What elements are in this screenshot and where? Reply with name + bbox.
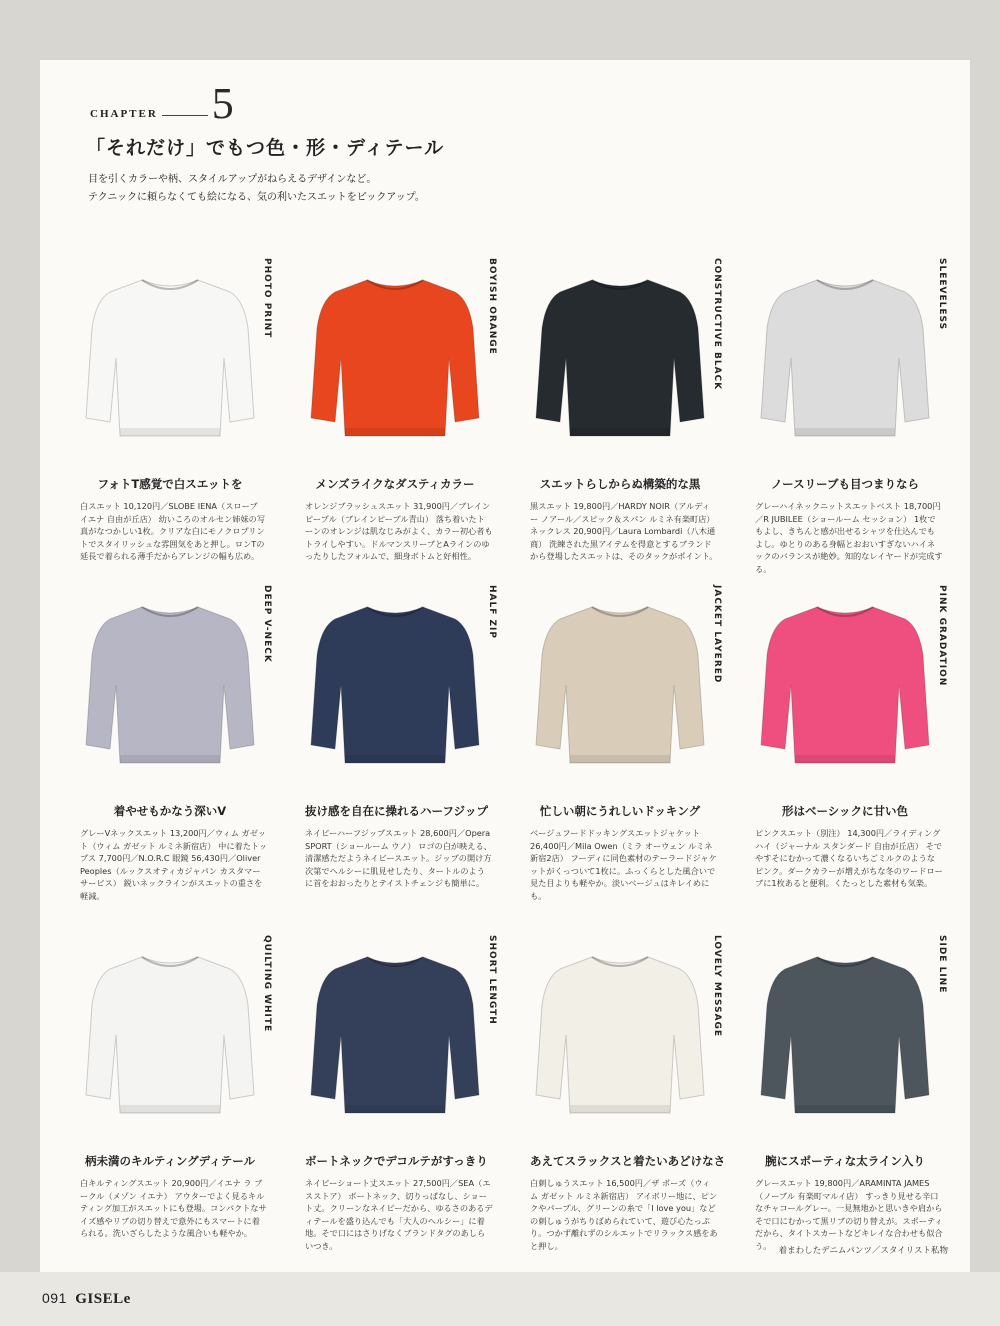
item-description: グレーVネックスエット 13,200円／ウィム ガゼット（ウィム ガゼット ルミネ新宿店） 中に着たトップス 7,700円／N.O.R.C 眼鏡 56,430円／Oliver Peoples（ルックスオティカジャパン カスタマーサービス） 鋭いネックラインがスエットの重さを軽減。 bbox=[80, 828, 268, 901]
item-description: 白刺しゅうスエット 16,500円／ザ ボーズ（ウィム ガゼット ルミネ新宿店） アイボリー地に、ピンクやパープル、グリーンの糸で「I love you」などの刺しゅうがちりばめられていて、遊び心たっぷり。つかず離れずのシルエットでリラックス感をあと押し。 bbox=[530, 1178, 718, 1251]
item-category-label: SLEEVELESS bbox=[937, 258, 947, 331]
sweatshirt-photo bbox=[755, 258, 935, 458]
item-headline: 形はベーシックに甘い色 bbox=[781, 804, 909, 818]
page-footer bbox=[42, 1290, 131, 1308]
sweatshirt-photo bbox=[530, 935, 710, 1135]
item-category-label: SIDE LINE bbox=[937, 935, 947, 994]
item-category-label: PINK GRADATION bbox=[937, 585, 947, 687]
item-category-label: BOYISH ORANGE bbox=[487, 258, 497, 355]
footer-band bbox=[0, 1272, 1000, 1326]
page-title: 「それだけ」でもつ色・形・ディテール bbox=[86, 137, 445, 159]
sweatshirt-photo bbox=[530, 585, 710, 785]
item-headline: 忙しい朝にうれしいドッキング bbox=[539, 804, 701, 818]
item-category-label: SHORT LENGTH bbox=[487, 935, 497, 1025]
item-headline: メンズライクなダスティカラー bbox=[315, 477, 475, 491]
item-headline: 着やせもかなう深いV bbox=[113, 804, 227, 818]
sweatshirt-photo bbox=[80, 585, 260, 785]
item-category-label: DEEP V-NECK bbox=[262, 585, 272, 663]
item-headline: 腕にスポーティな太ライン入り bbox=[765, 1154, 925, 1168]
item-headline: 柄未満のキルティングディテール bbox=[84, 1154, 256, 1168]
item-description: 白キルティングスエット 20,900円／イエナ ラ ブークル（メゾン イエナ） アウターでよく見るキルティング加工がスエットにも登場。コンパクトなサイズ感やリブの切り替えで意外にもスマートに着られる。洗いざらしたような風合いも軽やか。 bbox=[80, 1178, 267, 1238]
sweatshirt-photo bbox=[755, 585, 935, 785]
item-headline: スエットらしからぬ構築的な黒 bbox=[539, 477, 701, 491]
item-category-label: LOVELY MESSAGE bbox=[712, 935, 722, 1038]
item-category-label: PHOTO PRINT bbox=[262, 258, 272, 339]
item-headline: ボートネックでデコルテがすっきり bbox=[305, 1154, 488, 1168]
lead-line: テクニックに頼らなくても絵になる、気の利いたスエットをピックアップ。 bbox=[88, 192, 425, 203]
chapter-number: 5 bbox=[211, 79, 234, 128]
item-category-label: QUILTING WHITE bbox=[262, 935, 272, 1033]
credit-note: 着まわしたデニムパンツ／スタイリスト私物 bbox=[778, 1246, 948, 1256]
item-category-label: CONSTRUCTIVE BLACK bbox=[712, 258, 722, 391]
item-description: グレーハイネックニットスエットベスト 18,700円／R JUBILEE（ショールーム セッション） 1枚でもよし、きちんと感が出せるシャツを仕込んでもよし。ゆとりのある身幅とおおいすぎないハイネックのバランスが絶妙。知的なレイヤードが完成する。 bbox=[755, 501, 943, 574]
item-headline: 抜け感を自在に操れるハーフジップ bbox=[305, 804, 488, 818]
page-number: 091 bbox=[42, 1290, 67, 1306]
sweatshirt-photo bbox=[755, 935, 935, 1135]
item-description: グレースエット 19,800円／ARAMINTA JAMES（ノーブル 有楽町マルイ店） すっきり見せる辛口なチャコールグレー。一見無地かと思いきや肩からそで口にむかって黒リブの切り替えが。スポーティだから、タイトスカートなどキレイな合わせも似合う。 bbox=[755, 1178, 943, 1251]
item-description: ピンクスエット（別注） 14,300円／ライディング ハイ（ジャーナル スタンダード 自由が丘店） そでやすそにむかって濃くなるいちごミルクのようなピンク。ダークカラーが増えがちな冬のワードローブに1枚あると便利。くたっとした素材も気楽。 bbox=[755, 828, 943, 888]
sweatshirt-photo bbox=[80, 935, 260, 1135]
brand-logo: GISELe bbox=[75, 1291, 131, 1307]
chapter-rule bbox=[162, 115, 208, 116]
lead-line: 目を引くカラーや柄、スタイルアップがねらえるデザインなど。 bbox=[88, 174, 377, 185]
item-headline: あえてスラックスと着たいあどけなさ bbox=[530, 1154, 726, 1168]
sweatshirt-photo bbox=[305, 258, 485, 458]
chapter-heading bbox=[90, 79, 234, 128]
item-category-label: HALF ZIP bbox=[487, 585, 497, 639]
item-description: オレンジブラッシュスエット 31,900円／ブレインピープル（ブレインピープル青山） 落ち着いたトーンのオレンジは肌なじみがよく、カラー初心者もトライしやすい。ドルマンスリーブとAラインのゆったりしたフォルムで、細身ボトムと好相性。 bbox=[305, 501, 493, 561]
item-headline: ノースリーブも目つまりなら bbox=[770, 477, 919, 491]
item-description: ベージュフードドッキングスエットジャケット 26,400円／Mila Owen（ミラ オーウェン ルミネ新宿2店） フーディに同色素材のテーラードジャケットがくっついて1枚に。ふっくらとした風合いで見た目よりも軽やか。淡いベージュはキレイめにも。 bbox=[530, 828, 717, 901]
item-description: ネイビーショート丈スエット 27,500円／SEA（エスストア） ボートネック、切りっぱなし、ショート丈。クリーンなネイビーだから、ゆるさのあるディテールを盛り込んでも「大人のヘルシー」に着地。そで口にはさりげなくブランドタグのあしらいつき。 bbox=[305, 1178, 493, 1251]
sweatshirt-photo bbox=[80, 258, 260, 458]
sweatshirt-photo bbox=[530, 258, 710, 458]
sweatshirt-photo bbox=[305, 935, 485, 1135]
sweatshirt-photo bbox=[305, 585, 485, 785]
chapter-label: CHAPTER bbox=[90, 108, 158, 120]
item-description: 黒スエット 19,800円／HARDY NOIR（アルディー ノアール／スピック＆スパン ルミネ有楽町店） ネックレス 20,900円／Laura Lombardi（八木通商） 洗練された黒アイテムを得意とするブランドから登場したスエットは、そのタックがポイント。 bbox=[530, 501, 718, 561]
item-category-label: JACKET LAYERED bbox=[712, 585, 722, 684]
item-description: 白スエット 10,120円／SLOBE IENA（スローブ イエナ 自由が丘店） 幼いころのオルセン姉妹の写真がなつかしい1枚。クリアな白にモノクロプリントでスタイリッシュな雰囲気をあと押し。ロンTの延長で着られる薄手だからアレンジの幅も広め。 bbox=[80, 501, 266, 561]
item-description: ネイビーハーフジップスエット 28,600円／Opera SPORT（ショールーム ウノ） ロゴの白が映える、清潔感ただようネイビースエット。ジップの開け方次第でヘルシーに肌見せしたり、タートルのように首をおおったりとテイストチェンジも簡単に。 bbox=[305, 828, 492, 888]
item-headline: フォトT感覚で白スエットを bbox=[97, 477, 243, 491]
lead-text bbox=[88, 171, 488, 207]
